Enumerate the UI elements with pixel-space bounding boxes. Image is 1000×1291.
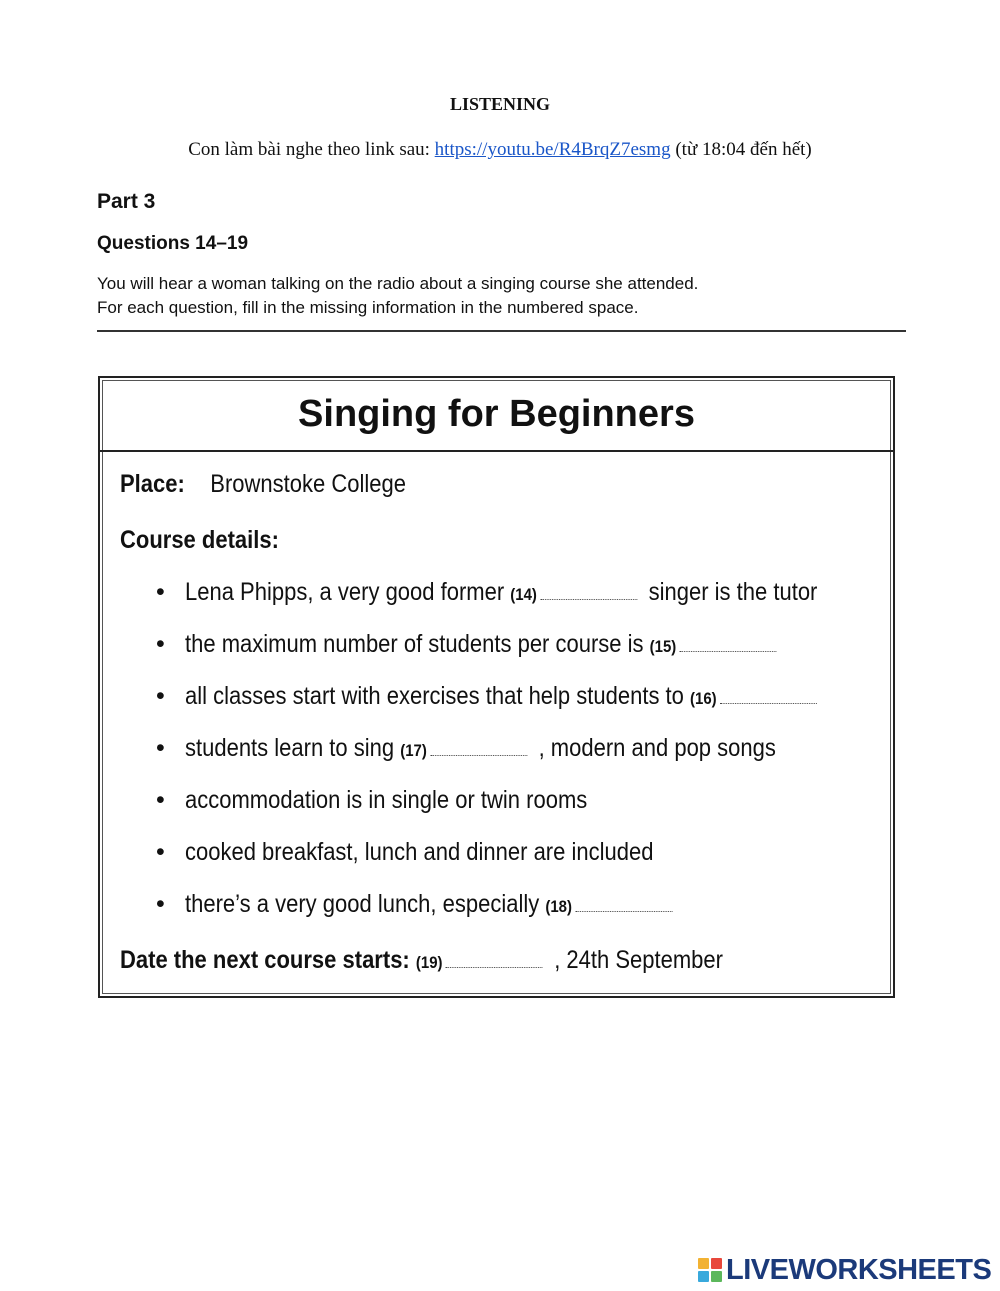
logo-square (711, 1271, 722, 1282)
intro-line-2: For each question, fill in the missing information in the numbered space. (97, 298, 639, 317)
bullet-icon: • (156, 682, 165, 710)
question-number: (16) (690, 689, 717, 708)
intro-line-1: You will hear a woman talking on the radio about a singing course she attended. (97, 274, 699, 293)
answer-blank-15[interactable] (680, 637, 777, 652)
question-number: (15) (649, 637, 677, 656)
date-row (120, 946, 723, 975)
list-item (185, 682, 822, 711)
item-text: accommodation is in single or twin rooms (185, 786, 588, 814)
box-title: Singing for Beginners (100, 378, 893, 452)
logo-square (698, 1258, 709, 1269)
bullet-icon: • (156, 630, 165, 658)
logo-square (711, 1258, 722, 1269)
list-item (185, 786, 587, 815)
page-heading: LISTENING (449, 94, 551, 114)
item-text: the maximum number of students per course is (185, 630, 644, 658)
questions-title: Questions 14–19 (97, 233, 249, 254)
answer-blank-18[interactable] (576, 897, 673, 912)
instruction-prefix: Con làm bài nghe theo link sau: (188, 139, 435, 160)
place-row (120, 470, 406, 499)
question-number: (18) (545, 897, 572, 916)
question-number: (17) (400, 741, 427, 760)
bullet-icon: • (156, 890, 165, 918)
logo-text: LIVEWORKSHEETS (726, 1253, 992, 1286)
item-text: all classes start with exercises that help students to (185, 682, 684, 710)
list-item (185, 734, 776, 763)
item-text-after: , modern and pop songs (538, 734, 776, 762)
part-title: Part 3 (97, 190, 156, 213)
item-text: students learn to sing (185, 734, 395, 762)
bullet-icon: • (156, 578, 165, 606)
place-label: Place: (120, 470, 185, 498)
list-item (185, 630, 782, 659)
divider (97, 330, 906, 332)
item-text: Lena Phipps, a very good former (185, 578, 505, 606)
list-item (185, 890, 678, 919)
list-item (185, 838, 653, 867)
item-text: cooked breakfast, lunch and dinner are included (185, 838, 654, 866)
item-text-after: singer is the tutor (648, 578, 818, 606)
bullet-icon: • (156, 734, 165, 762)
answer-blank-19[interactable] (446, 953, 543, 968)
course-details-label: Course details: (120, 526, 279, 554)
list-item (185, 578, 817, 607)
youtube-link[interactable]: https://youtu.be/R4BrqZ7esmg (434, 139, 671, 160)
logo-squares-icon (698, 1258, 722, 1282)
listening-instruction (0, 139, 1000, 161)
instruction-suffix: (từ 18:04 đến hết) (670, 139, 812, 160)
item-text: there’s a very good lunch, especially (185, 890, 540, 918)
bullet-icon: • (156, 786, 165, 814)
question-number: (14) (510, 585, 537, 604)
bullet-icon: • (156, 838, 165, 866)
worksheet-box (98, 376, 895, 998)
date-after: , 24th September (554, 946, 723, 974)
place-value: Brownstoke College (210, 470, 406, 498)
liveworksheets-logo (698, 1253, 991, 1287)
answer-blank-17[interactable] (430, 741, 527, 756)
date-label: Date the next course starts: (120, 946, 410, 974)
logo-square (698, 1271, 709, 1282)
answer-blank-16[interactable] (720, 689, 817, 704)
answer-blank-14[interactable] (540, 585, 637, 600)
question-number: (19) (415, 953, 443, 972)
